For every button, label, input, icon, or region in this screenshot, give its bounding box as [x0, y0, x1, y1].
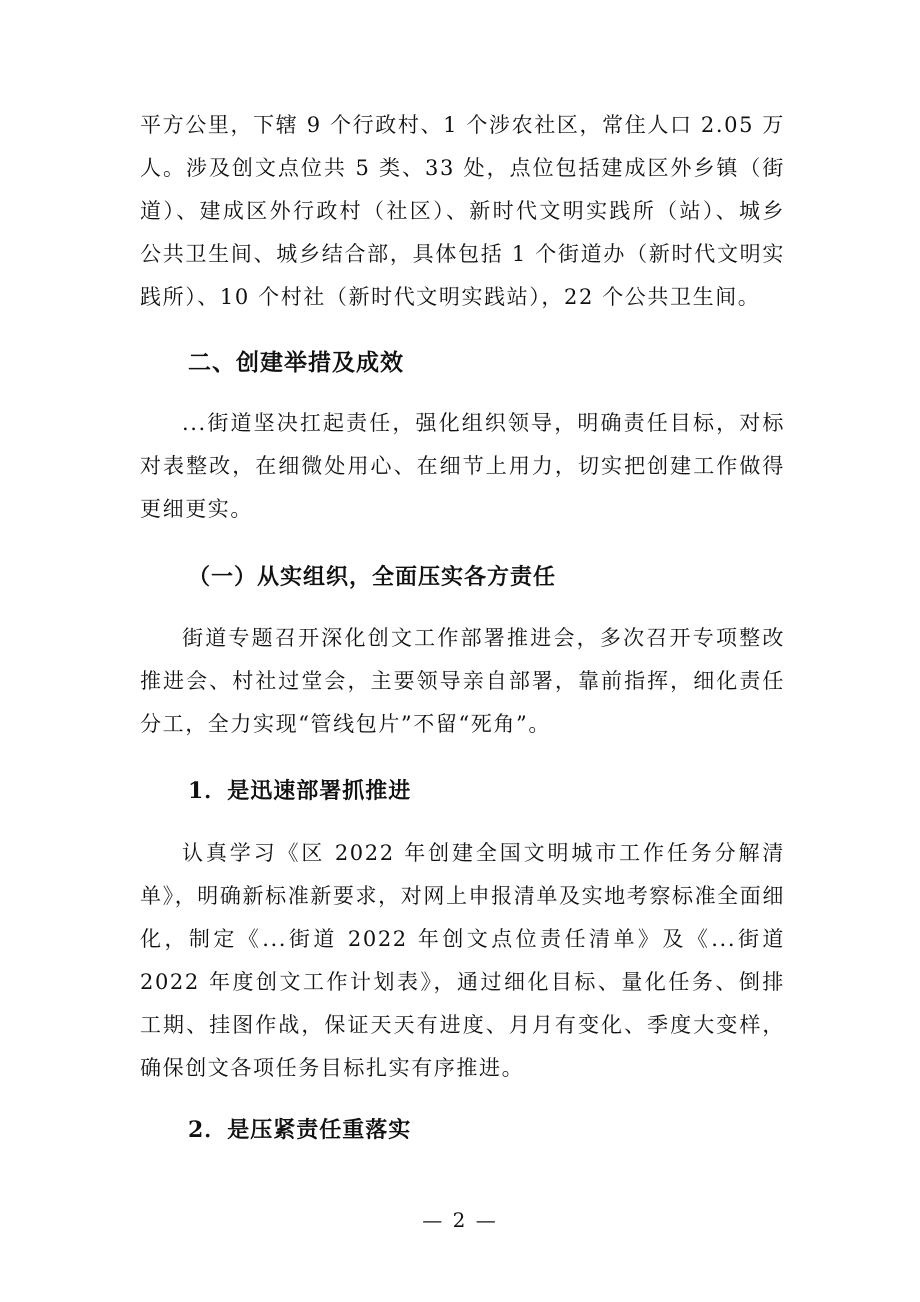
section-2-paragraph: ...街道坚决扛起责任，强化组织领导，明确责任目标，对标对表整改，在细微处用心、在细节上用力，切实把创建工作做得更细更实。: [140, 411, 785, 521]
subsection-heading-1: （一）从实组织，全面压实各方责任: [188, 564, 557, 590]
subsection-1-paragraph: 街道专题召开深化创文工作部署推进会，多次召开专项整改推进会、村社过堂会，主要领导亲自部署，靠前指挥，细化责任分工，全力实现“管线包片”不留“死角”。: [140, 626, 785, 736]
item-1-paragraph: 认真学习《区 2022 年创建全国文明城市工作任务分解清单》，明确新标准新要求，对网上申报清单及实地考察标准全面细化，制定《...街道 2022 年创文点位责任清单》及《...街道 2022 年度创文工作计划表》，通过细化目标、量化任务、倒排工期、挂图作战，保证天天有进度、月月有变化、季度大变样，确保创文各项任务目标扎实有序推进。: [140, 841, 785, 1080]
section-heading-2: 二、创建举措及成效: [188, 350, 404, 376]
page-number: — 2 —: [422, 1208, 498, 1232]
item-heading-2: 2．是压紧责任重落实: [188, 1117, 412, 1143]
item-heading-1: 1．是迅速部署抓推进: [188, 778, 412, 804]
intro-paragraph: 平方公里，下辖 9 个行政村、1 个涉农社区，常住人口 2.05 万人。涉及创文点位共 5 类、33 处，点位包括建成区外乡镇（街道）、建成区外行政村（社区）、新时代文明实践所（站）、城乡公共卫生间、城乡结合部，具体包括 1 个街道办（新时代文明实践所）、10 个村社（新时代文明实践站），22 个公共卫生间。: [140, 113, 785, 309]
